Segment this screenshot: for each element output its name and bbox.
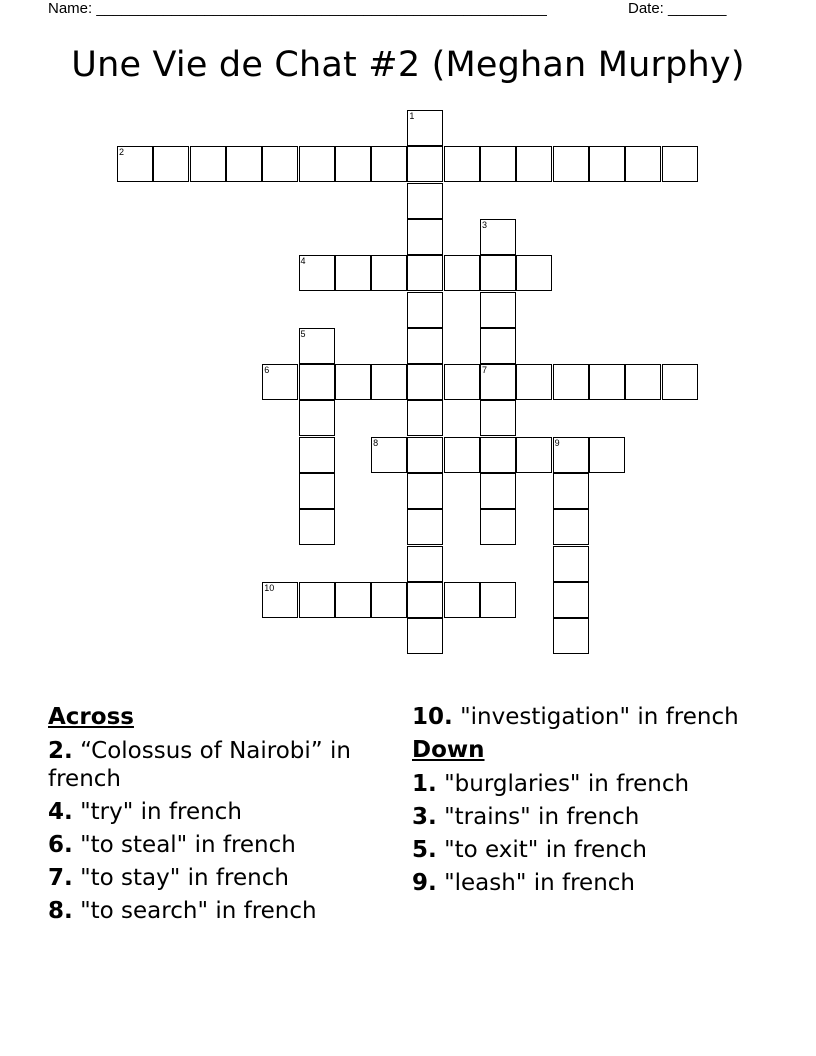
across-clue — [48, 798, 378, 826]
grid-cell[interactable] — [553, 509, 589, 545]
grid-cell[interactable] — [589, 364, 625, 400]
grid-cell[interactable] — [516, 255, 552, 291]
clue-number: 7. — [48, 865, 73, 891]
grid-cell[interactable] — [553, 364, 589, 400]
clue-text: "leash" in french — [444, 870, 636, 896]
grid-clue-number: 8 — [373, 437, 379, 448]
grid-cell[interactable] — [662, 146, 698, 182]
grid-cell[interactable] — [480, 328, 516, 364]
grid-cell[interactable] — [625, 364, 661, 400]
grid-cell[interactable] — [407, 509, 443, 545]
grid-cell[interactable] — [299, 437, 335, 473]
clues-left-column — [48, 703, 378, 930]
grid-cell[interactable] — [335, 255, 371, 291]
clue-number: 3. — [412, 804, 437, 830]
grid-cell[interactable] — [516, 437, 552, 473]
grid-cell[interactable] — [589, 146, 625, 182]
grid-cell[interactable] — [335, 364, 371, 400]
across-clue — [48, 897, 378, 925]
grid-cell[interactable] — [553, 546, 589, 582]
grid-cell[interactable] — [335, 582, 371, 618]
grid-cell[interactable] — [371, 146, 407, 182]
clue-text: “Colossus of Nairobi” in french — [48, 738, 351, 792]
clue-number: 10. — [412, 704, 453, 730]
clue-text: "burglaries" in french — [444, 771, 690, 797]
grid-clue-number: 6 — [264, 365, 270, 376]
header-line — [48, 0, 748, 20]
grid-cell[interactable] — [262, 146, 298, 182]
down-clue — [412, 770, 742, 798]
across-heading: Across — [48, 704, 134, 730]
down-clue — [412, 836, 742, 864]
down-clue — [412, 803, 742, 831]
grid-cell[interactable] — [407, 437, 443, 473]
clue-text: "try" in french — [80, 799, 242, 825]
grid-cell[interactable] — [371, 364, 407, 400]
grid-cell[interactable] — [299, 509, 335, 545]
grid-cell[interactable] — [335, 146, 371, 182]
grid-cell[interactable] — [407, 292, 443, 328]
grid-cell[interactable] — [480, 400, 516, 436]
grid-clue-number: 5 — [300, 328, 306, 339]
date-field-label: Date: _______ — [628, 0, 727, 17]
down-heading: Down — [412, 737, 485, 763]
grid-clue-number: 2 — [119, 147, 125, 158]
across-clue — [412, 703, 742, 731]
across-clue — [48, 831, 378, 859]
grid-cell[interactable] — [226, 146, 262, 182]
grid-cell[interactable] — [153, 146, 189, 182]
grid-cell[interactable] — [299, 364, 335, 400]
grid-cell[interactable] — [480, 255, 516, 291]
grid-cell[interactable] — [625, 146, 661, 182]
clue-number: 4. — [48, 799, 73, 825]
grid-cell[interactable] — [407, 400, 443, 436]
grid-cell[interactable] — [190, 146, 226, 182]
grid-cell[interactable] — [407, 219, 443, 255]
grid-clue-number: 10 — [264, 582, 275, 593]
grid-cell[interactable] — [407, 183, 443, 219]
grid-cell[interactable] — [299, 400, 335, 436]
grid-clue-number: 3 — [482, 219, 488, 230]
grid-cell[interactable] — [407, 618, 443, 654]
grid-clue-number: 7 — [482, 365, 488, 376]
grid-cell[interactable] — [407, 582, 443, 618]
grid-cell[interactable] — [444, 255, 480, 291]
grid-clue-number: 1 — [409, 111, 415, 121]
clue-text: "trains" in french — [444, 804, 640, 830]
clue-text: "to exit" in french — [444, 837, 647, 863]
grid-cell[interactable] — [299, 146, 335, 182]
grid-cell[interactable] — [516, 146, 552, 182]
grid-cell[interactable] — [553, 582, 589, 618]
grid-cell[interactable] — [407, 473, 443, 509]
down-clue — [412, 869, 742, 897]
grid-clue-number: 9 — [554, 437, 560, 448]
clue-number: 9. — [412, 870, 437, 896]
clue-number: 2. — [48, 738, 73, 764]
grid-cell[interactable] — [371, 582, 407, 618]
grid-cell[interactable] — [407, 364, 443, 400]
clue-text: "to search" in french — [80, 898, 317, 924]
grid-cell[interactable] — [444, 582, 480, 618]
grid-cell[interactable] — [480, 582, 516, 618]
grid-cell[interactable] — [516, 364, 552, 400]
across-clue — [48, 864, 378, 892]
grid-cell[interactable] — [407, 328, 443, 364]
clues-right-column — [412, 703, 742, 902]
grid-cell[interactable] — [407, 255, 443, 291]
grid-cell[interactable] — [480, 509, 516, 545]
puzzle-title: Une Vie de Chat #2 (Meghan Murphy) — [71, 45, 745, 85]
grid-cell[interactable] — [407, 146, 443, 182]
clue-number: 6. — [48, 832, 73, 858]
grid-cell[interactable] — [589, 437, 625, 473]
grid-cell[interactable] — [553, 618, 589, 654]
clue-number: 5. — [412, 837, 437, 863]
grid-cell[interactable] — [444, 146, 480, 182]
across-clue — [48, 737, 378, 793]
grid-cell[interactable] — [299, 473, 335, 509]
name-field-label: Name: ______________________________________________________ — [48, 0, 547, 17]
clue-text: "to steal" in french — [80, 832, 296, 858]
clue-number: 1. — [412, 771, 437, 797]
grid-cell[interactable] — [662, 364, 698, 400]
clue-text: "to stay" in french — [80, 865, 289, 891]
grid-cell[interactable] — [444, 437, 480, 473]
grid-cell[interactable] — [553, 473, 589, 509]
grid-cell[interactable] — [371, 255, 407, 291]
clue-text: "investigation" in french — [460, 704, 739, 730]
grid-cell[interactable] — [444, 364, 480, 400]
grid-cell[interactable] — [407, 546, 443, 582]
grid-clue-number: 4 — [300, 256, 306, 267]
grid-cell[interactable] — [480, 473, 516, 509]
grid-cell[interactable] — [299, 582, 335, 618]
grid-cell[interactable] — [480, 146, 516, 182]
grid-cell[interactable] — [480, 292, 516, 328]
grid-cell[interactable] — [480, 437, 516, 473]
grid-cell[interactable] — [553, 146, 589, 182]
clue-number: 8. — [48, 898, 73, 924]
